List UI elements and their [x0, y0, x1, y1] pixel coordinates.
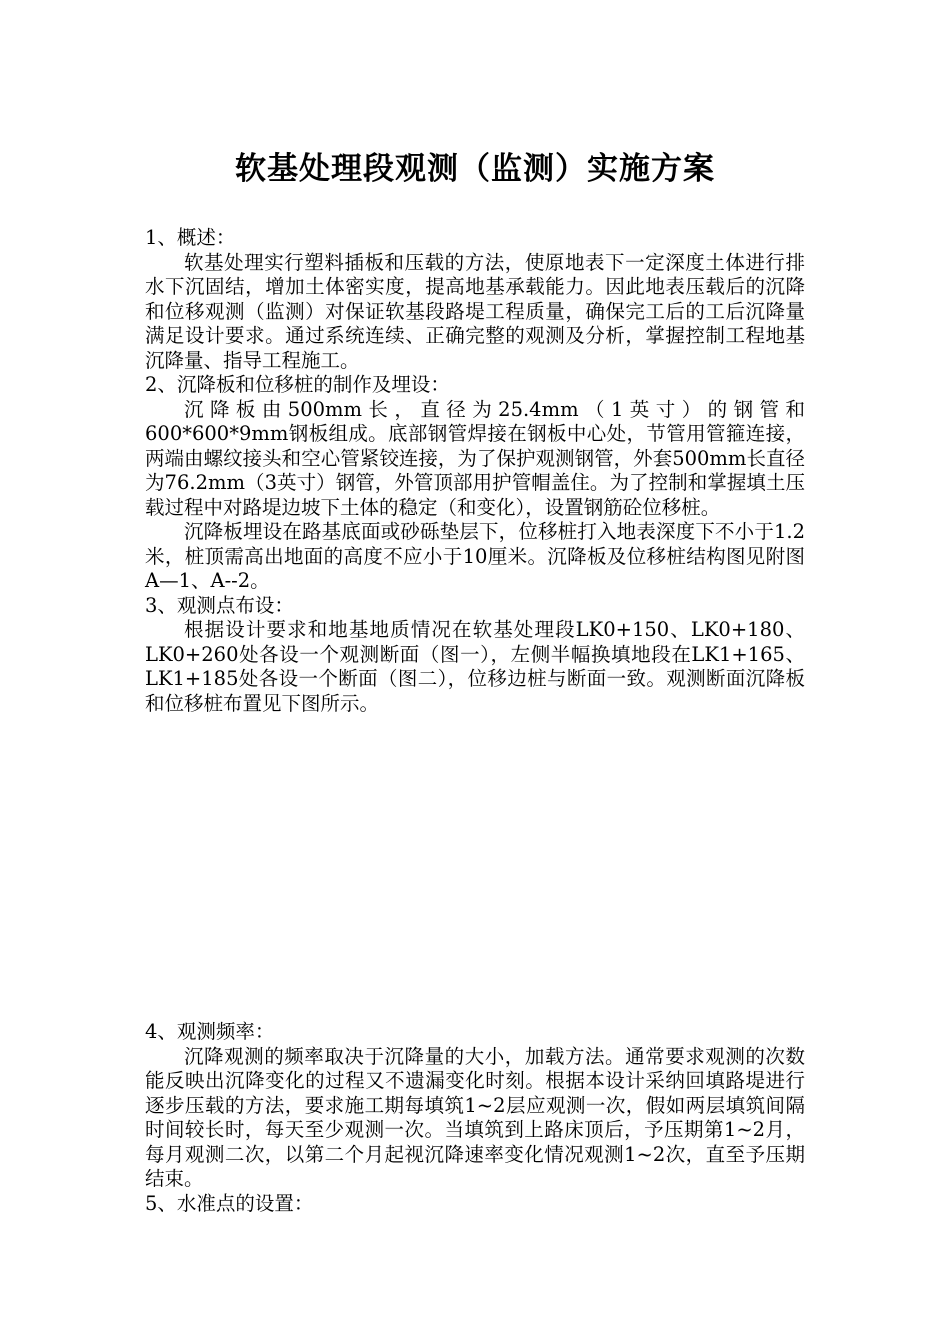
- section-heading-layout: 3、观测点布设：: [145, 593, 294, 617]
- paragraph-fabrication-1: 沉降板由500mm长，直径为25.4mm（1英寸）的钢管和600*600*9mm钢板组成。底部钢管焊接在钢板中心处，节管用管箍连接，两端由螺纹接头和空心管紧铰连接，为了保护观测钢管，外套500mm长直径为76.2mm（3英寸）钢管，外管顶部用护管帽盖住。为了控制和掌握填土压载过程中对路堤边坡下土体的稳定（和变化），设置钢筋砼位移桩。: [145, 397, 805, 519]
- section-heading-fabrication: 2、沉降板和位移桩的制作及埋设：: [145, 373, 450, 396]
- section-heading-frequency: 4、观测频率：: [145, 1020, 275, 1043]
- section-heading-overview: 1、概述：: [145, 226, 236, 249]
- paragraph-frequency: 沉降观测的频率取决于沉降量的大小，加载方法。通常要求观测的次数能反映出沉降变化的过程又不遗漏变化时刻。根据本设计采纳回填路堤进行逐步压载的方法，要求施工期每填筑1~2层应观测一次，假如两层填筑间隔时间较长时，每天至少观测一次。当填筑到上路床顶后，予压期第1~2月，每月观测二次，以第二个月起视沉降速率变化情况观测1~2次，直至予压期结束。: [145, 1044, 805, 1190]
- page-title: 软基处理段观测（监测）实施方案: [235, 150, 715, 187]
- text-block-upper: [145, 226, 805, 716]
- text-block-lower: [145, 1020, 805, 1216]
- paragraph-fabrication-2: 沉降板埋设在路基底面或砂砾垫层下，位移桩打入地表深度下不小于1.2米，桩顶需高出地面的高度不应小于10厘米。沉降板及位移桩结构图见附图A—1、A--2。: [145, 520, 805, 592]
- paragraph-layout: 根据设计要求和地基地质情况在软基处理段LK0+150、LK0+180、LK0+260处各设一个观测断面（图一），左侧半幅换填地段在LK1+165、LK1+185处各设一个断面（图二），位移边桩与断面一致。观测断面沉降板和位移桩布置见下图所示。: [145, 618, 805, 715]
- section-heading-benchmark: 5、水准点的设置：: [145, 1191, 314, 1215]
- paragraph-overview: 软基处理实行塑料插板和压载的方法，使原地表下一定深度土体进行排水下沉固结，增加土体密实度，提高地基承载能力。因此地表压载后的沉降和位移观测（监测）对保证软基段路堤工程质量，确保完工后的工后沉降量满足设计要求。通过系统连续、正确完整的观测及分析，掌握控制工程地基沉降量、指导工程施工。: [145, 250, 805, 372]
